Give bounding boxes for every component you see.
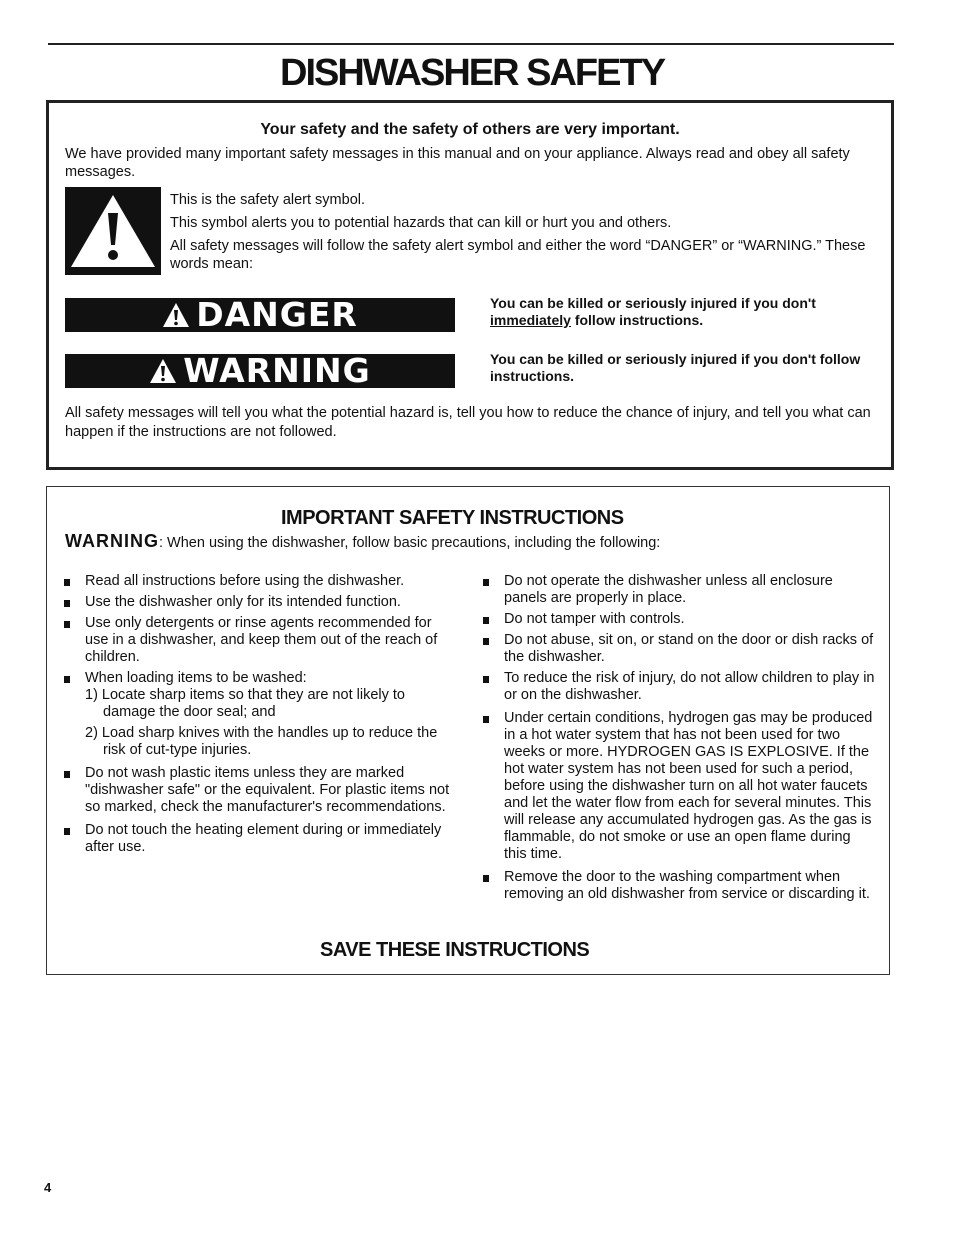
safety-intro: We have provided many important safety messages in this manual and on your appliance. Always read and obey all safety messages. <box>65 146 850 180</box>
list-item <box>482 632 877 666</box>
bullet-icon <box>483 875 489 882</box>
alert-description <box>170 191 870 278</box>
bullet-icon <box>64 771 70 778</box>
list-item <box>63 615 453 666</box>
list-item-text: Use only detergents or rinse agents recommended for use in a dishwasher, and keep them out of the reach of children. <box>85 615 438 665</box>
bullet-icon <box>483 716 489 723</box>
warning-signal-banner <box>65 351 455 390</box>
bullet-icon <box>64 579 70 586</box>
list-item <box>482 573 877 607</box>
alert-line: This symbol alerts you to potential hazards that can kill or hurt you and others. <box>170 215 672 231</box>
danger-signal-banner <box>65 295 455 334</box>
list-item-text: Use the dishwasher only for its intended function. <box>85 594 401 610</box>
list-item-text: Do not tamper with controls. <box>504 611 685 627</box>
list-item <box>63 573 453 590</box>
safety-heading: Your safety and the safety of others are very important. <box>260 121 680 138</box>
list-item <box>63 670 453 759</box>
bullet-icon <box>483 579 489 586</box>
page-number: 4 <box>44 1180 52 1195</box>
list-item-text: Do not touch the heating element during or immediately after use. <box>85 822 442 855</box>
alert-triangle-icon <box>162 302 190 328</box>
danger-text-part: You can be killed or seriously injured if you don't <box>490 295 816 311</box>
list-item-text: Do not abuse, sit on, or stand on the door or dish racks of the dishwasher. <box>504 632 874 665</box>
sub-item: 1) Locate sharp items so that they are not likely to damage the door seal; and <box>85 687 405 720</box>
list-item-text: When loading items to be washed: <box>85 670 307 686</box>
instructions-left-column <box>63 573 453 860</box>
safety-closing: All safety messages will tell you what the potential hazard is, tell you how to reduce the chance of injury, and tell you what can happen if the instructions are not followed. <box>65 405 871 440</box>
bullet-icon <box>64 600 70 607</box>
page-title: DISHWASHER SAFETY <box>280 52 665 94</box>
list-item-text: Remove the door to the washing compartment when removing an old dishwasher from service or discarding it. <box>504 869 870 902</box>
alert-line: All safety messages will follow the safety alert symbol and either the word “DANGER” or “WARNING.” These words mean: <box>170 238 866 272</box>
list-item <box>63 822 453 856</box>
instructions-box <box>46 486 890 975</box>
list-item <box>482 869 877 903</box>
instructions-title: IMPORTANT SAFETY INSTRUCTIONS <box>281 507 624 529</box>
alert-line: This is the safety alert symbol. <box>170 192 366 208</box>
top-rule <box>48 43 894 45</box>
safety-alert-icon <box>65 187 161 275</box>
list-item <box>63 765 453 816</box>
bullet-icon <box>483 638 489 645</box>
danger-text-part: follow instructions. <box>574 312 704 328</box>
instructions-warning-label: WARNING <box>65 531 159 551</box>
danger-text-emphasis: immediately <box>490 312 571 328</box>
bullet-icon <box>64 828 70 835</box>
list-item-text: Do not operate the dishwasher unless all enclosure panels are properly in place. <box>504 573 833 606</box>
list-item-text: Read all instructions before using the dishwasher. <box>85 573 405 589</box>
bullet-icon <box>483 676 489 683</box>
list-item-text: Under certain conditions, hydrogen gas may be produced in a hot water system that has not been used for two weeks or more. HYDROGEN GAS IS EXPLOSIVE. If the hot water system has not been used for such a period, before using the dishwasher turn on all hot water faucets and let the water flow from each for several minutes. This will release any accumulated hydrogen gas. As the gas is flammable, do not smoke or use an open flame during this time. <box>504 710 873 862</box>
safety-box <box>46 100 894 470</box>
sub-item: 2) Load sharp knives with the handles up to reduce the risk of cut-type injuries. <box>85 725 438 758</box>
list-item-text: Do not wash plastic items unless they are marked "dishwasher safe" or the equivalent. For plastic items not so marked, check the manufacturer's recommendations. <box>85 765 450 815</box>
instructions-warning-text: : When using the dishwasher, follow basic precautions, including the following: <box>159 535 661 551</box>
bullet-icon <box>64 621 70 628</box>
save-instructions-footer: SAVE THESE INSTRUCTIONS <box>320 939 590 961</box>
list-item-text: To reduce the risk of injury, do not allow children to play in or on the dishwasher. <box>504 670 875 703</box>
danger-label: DANGER <box>196 295 358 334</box>
instructions-warning <box>65 531 660 552</box>
list-item <box>63 594 453 611</box>
bullet-icon <box>64 676 70 683</box>
warning-label: WARNING <box>183 351 371 390</box>
warning-explanation: You can be killed or seriously injured if you don't follow instructions. <box>490 351 861 384</box>
alert-triangle-icon <box>149 358 177 384</box>
list-item <box>482 710 877 863</box>
instructions-right-column <box>482 573 877 907</box>
danger-explanation <box>490 295 880 329</box>
list-item <box>482 611 877 628</box>
bullet-icon <box>483 617 489 624</box>
list-item <box>482 670 877 704</box>
